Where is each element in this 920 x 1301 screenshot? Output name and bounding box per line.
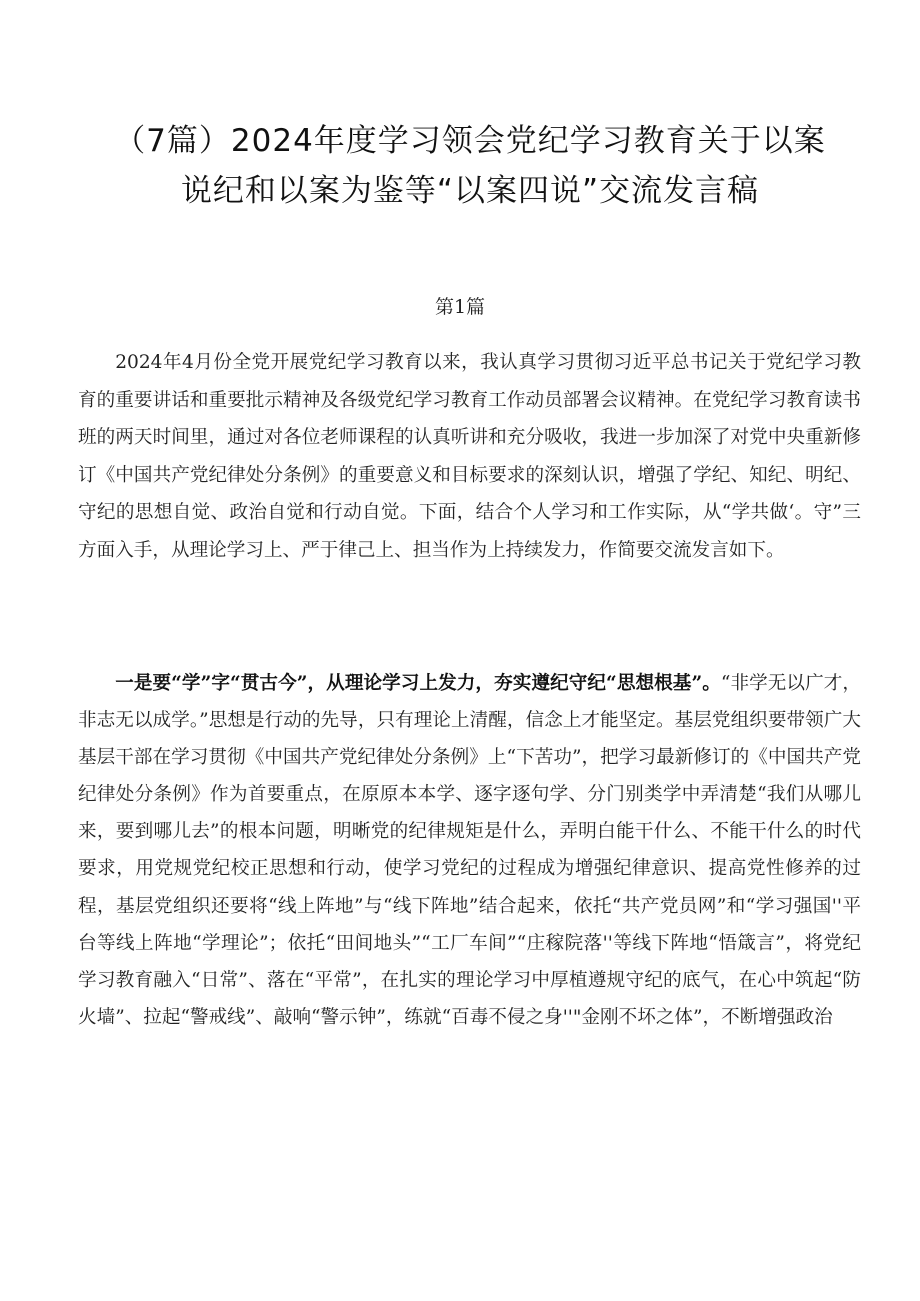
body-paragraph-2: [78, 665, 861, 1036]
paragraph-lead-heading: 一是要“学”字“贯古今”，从理论学习上发力，夯实遵纪守纪“思想根基”。: [115, 673, 721, 694]
body-paragraph-1: 2024年4月份全党开展党纪学习教育以来，我认真学习贯彻习近平总书记关于党纪学习教育的重要讲话和重要批示精神及各级党纪学习教育工作动员部署会议精神。在党纪学习教育读书班的两天时间里，通过对各位老师课程的认真听讲和充分吸收，我进一步加深了对党中央重新修订《中国共产党纪律处分条例》的重要意义和目标要求的深刻认识，增强了学纪、知纪、明纪、守纪的思想自觉、政治自觉和行动自觉。下面，结合个人学习和工作实际，从“学共做‘。守”三方面入手，从理论学习上、严于律己上、担当作为上持续发力，作简要交流发言如下。: [78, 352, 861, 561]
paragraph-body-text: “非学无以广才，非志无以成学。”思想是行动的先导，只有理论上清醒，信念上才能坚定。基层党组织要带领广大基层干部在学习贯彻《中国共产党纪律处分条例》上“下苦功”，把学习最新修订的《中国共产党纪律处分条例》作为首要重点，在原原本本学、逐字逐句学、分门别类学中弄清楚“我们从哪儿来，要到哪儿去”的根本问题，明晰党的纪律规矩是什么，弄明白能干什么、不能干什么的时代要求，用党规党纪校正思想和行动，使学习党纪的过程成为增强纪律意识、提高党性修养的过程，基层党组织还要将“线上阵地”与“线下阵地”结合起来，依托“共产党员网”和“学习强国''平台等线上阵地“学理论”；依托“田间地头”“工厂车间”“庄稼院落''等线下阵地“悟箴言”，将党纪学习教育融入“日常”、落在“平常”，在扎实的理论学习中厚植遵规守纪的底气，在心中筑起“防火墙”、拉起“警戒线”、敲响“警示钟”，练就“百毒不侵之身''"金刚不坏之体”，不断增强政治: [78, 673, 861, 1028]
section-heading: 第1篇: [434, 296, 486, 318]
document-title: （7篇）2024年度学习领会党纪学习教育关于以案说纪和以案为鉴等“以案四说”交流发言稿: [114, 123, 826, 209]
